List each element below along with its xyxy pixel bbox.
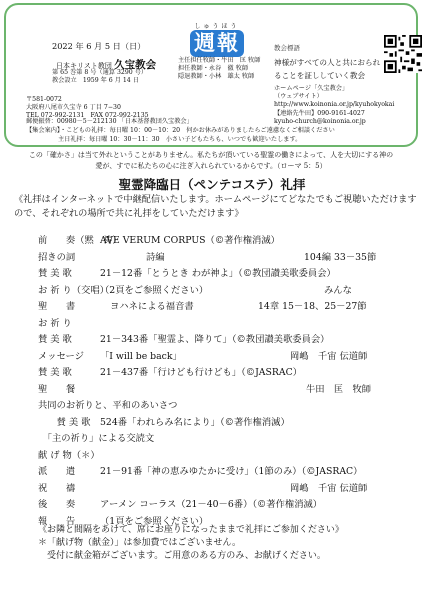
- order-item: 派 遣: [38, 466, 76, 477]
- order-note: みんな: [324, 284, 352, 296]
- worship-info: 主日礼拝：毎日曜 10：30－11：30 小さい子どもたちも、いつでも歓迎いたします。: [58, 136, 302, 143]
- order-item: 「主の祈り」による交読文: [38, 433, 155, 444]
- order-of-service: [38, 230, 418, 527]
- order-item: 報 告: [38, 515, 76, 527]
- pastors-list: [178, 57, 260, 82]
- order-row: [38, 230, 418, 247]
- order-item: 共同のお祈りと、平和のあいさつ: [38, 400, 178, 411]
- order-content: 21－437番「行けども行けども」（©JASRAC）: [100, 367, 303, 378]
- order-item: 祝 禱: [38, 482, 76, 494]
- order-note: 104編 33－35節: [304, 251, 377, 263]
- issue-info: [52, 69, 147, 85]
- masthead-ruby: しゅうほう: [194, 23, 240, 30]
- church-name: 久宝教会: [114, 59, 157, 71]
- order-row: [38, 379, 418, 396]
- postal-transfer: 郵便振替：00980－5－212130 「日本基督教団久宝教会」: [26, 118, 193, 125]
- order-item: 招きの詞: [38, 251, 76, 263]
- order-row: [38, 280, 418, 297]
- motto-title: 教会標語: [274, 44, 300, 52]
- order-content: 詩編: [146, 251, 165, 263]
- founded-line: 教会設立 1959 年 6 月 14 日: [52, 77, 139, 85]
- order-row: [38, 362, 418, 379]
- order-row: [38, 412, 418, 429]
- order-row: [38, 428, 418, 445]
- bulletin-header: [4, 3, 418, 147]
- order-item: お 祈 り（交唱）: [38, 284, 109, 296]
- order-note: 牛田 匡 牧師: [306, 383, 372, 395]
- order-row: [38, 494, 418, 511]
- order-row: [38, 478, 418, 495]
- pastor-line: 担任教師・永谷 徹 牧師: [178, 65, 249, 73]
- order-item: 賛 美 歌: [38, 416, 91, 428]
- pastor-line: 主任担任牧師・牛田 匡 牧師: [178, 57, 261, 64]
- scripture-verse: この「確かさ」は当て外れということがありません。私たちが頂いている聖霊の働きによって、人を大切にする神の愛が、すでに私たちの心に注ぎ入れられているからです。（ローマ 5：5）: [28, 151, 394, 170]
- order-content: 21－91番「神の恵みゆたかに受け」（1節のみ）（©JASRAC）: [100, 466, 363, 477]
- qr-code-icon: [384, 35, 422, 73]
- order-row: [38, 395, 418, 412]
- order-row: [38, 247, 418, 264]
- order-row: [38, 263, 418, 280]
- order-item: 聖 書: [38, 301, 76, 312]
- order-note: 岡嶋 千宙 伝道師: [290, 350, 368, 362]
- order-row: [38, 346, 418, 363]
- offering-note: ＊「献げ物（献金）」は参加費ではございません。: [38, 538, 242, 548]
- order-item: お 祈 り: [38, 317, 72, 329]
- order-row: [38, 461, 418, 478]
- order-row: [38, 313, 418, 330]
- order-item: 聖 餐: [38, 383, 76, 395]
- contact-email[interactable]: kyuho-church@koinonia.or.jp: [274, 117, 366, 125]
- order-content: AVE VERUM CORPUS（©著作権消滅）: [100, 235, 280, 246]
- order-item: 前 奏（黙 祷）: [38, 235, 122, 246]
- homepage-label: ホームページ「久宝教会」: [274, 85, 349, 92]
- masthead: [182, 21, 252, 57]
- website-note: （ウェブサイト）: [274, 93, 323, 101]
- order-note: 岡嶋 千宙 伝道師: [290, 482, 368, 494]
- order-content: （1頁をご参照ください）: [100, 515, 209, 527]
- order-item: メッセージ: [38, 350, 84, 362]
- order-item: 賛 美 歌: [38, 367, 72, 378]
- gathering-info: 【集会案内】・こどもの礼拝：毎日曜 10：00－10：20 何かお休みがありましたらご遠慮なくご相談ください: [26, 127, 335, 134]
- contact-block: [274, 85, 394, 126]
- contact-phone: 【連絡先牛田】090-9161-4027: [274, 109, 365, 117]
- masthead-title: 週報: [190, 30, 244, 57]
- postal-code: 〒581-0072: [26, 96, 62, 103]
- streaming-notice: 《礼拝はインターネットで中継配信いたします。ホームページにてどなたでもご視聴いただけますので、それぞれの場所で共に礼拝をしていただけます》: [14, 194, 417, 219]
- offering-box-note: 受付に献金箱がございます。ご用意のある方のみ、お献げください。: [38, 551, 326, 561]
- order-row: [38, 445, 418, 462]
- order-item: 賛 美 歌: [38, 268, 72, 279]
- service-title: 聖霊降臨日（ペンテコステ）礼拝: [118, 177, 306, 192]
- footer-notes: [38, 524, 418, 563]
- order-note: 14章 15－18、25－27節: [258, 301, 367, 312]
- issue-line: 第 65 巻第 8 号（通算 3290 号）: [52, 69, 148, 76]
- order-content: 21－12番「とうとき わが神よ」（©教団讃美歌委員会）: [100, 268, 336, 279]
- bulletin-date: 2022 年 6 月 5 日（日）: [52, 41, 146, 51]
- pastor-line: 隠退教師・小林 雄太 牧師: [178, 73, 255, 81]
- address-block: [26, 96, 149, 121]
- church-label: 日本キリスト教団: [56, 62, 112, 70]
- order-content: アーメン コーラス（21－40－6番）（©著作権消滅）: [100, 499, 323, 510]
- address: 大阪府八尾市久宝寺 6 丁目 7−30: [26, 104, 121, 112]
- order-content: （2頁をご参照ください）: [100, 284, 209, 296]
- phone-fax: TEL 072-992-2131 FAX 072-992-2135: [26, 112, 149, 120]
- church-motto: 神様がすべての人と共におられることを証ししていく教会: [274, 58, 381, 80]
- order-content: ヨハネによる福音書: [110, 301, 194, 312]
- website-url[interactable]: http://www.koinonia.or.jp/kyuhokyokai: [274, 101, 395, 109]
- order-content: 21－343番「聖霊よ、降りて」（©教団讃美歌委員会）: [100, 334, 330, 345]
- order-content: 524番「われらみ名により」（©著作権消滅）: [100, 416, 290, 428]
- order-content: 「I will be back」: [100, 350, 182, 362]
- order-item: 賛 美 歌: [38, 334, 72, 345]
- order-item: 献 げ 物（＊）: [38, 449, 100, 461]
- seating-note: 《お隣と間隔をあけて、席にお座りになったままで礼拝にご参加ください》: [38, 525, 344, 535]
- order-item: 後 奏: [38, 499, 76, 510]
- order-row: [38, 329, 418, 346]
- order-row: [38, 296, 418, 313]
